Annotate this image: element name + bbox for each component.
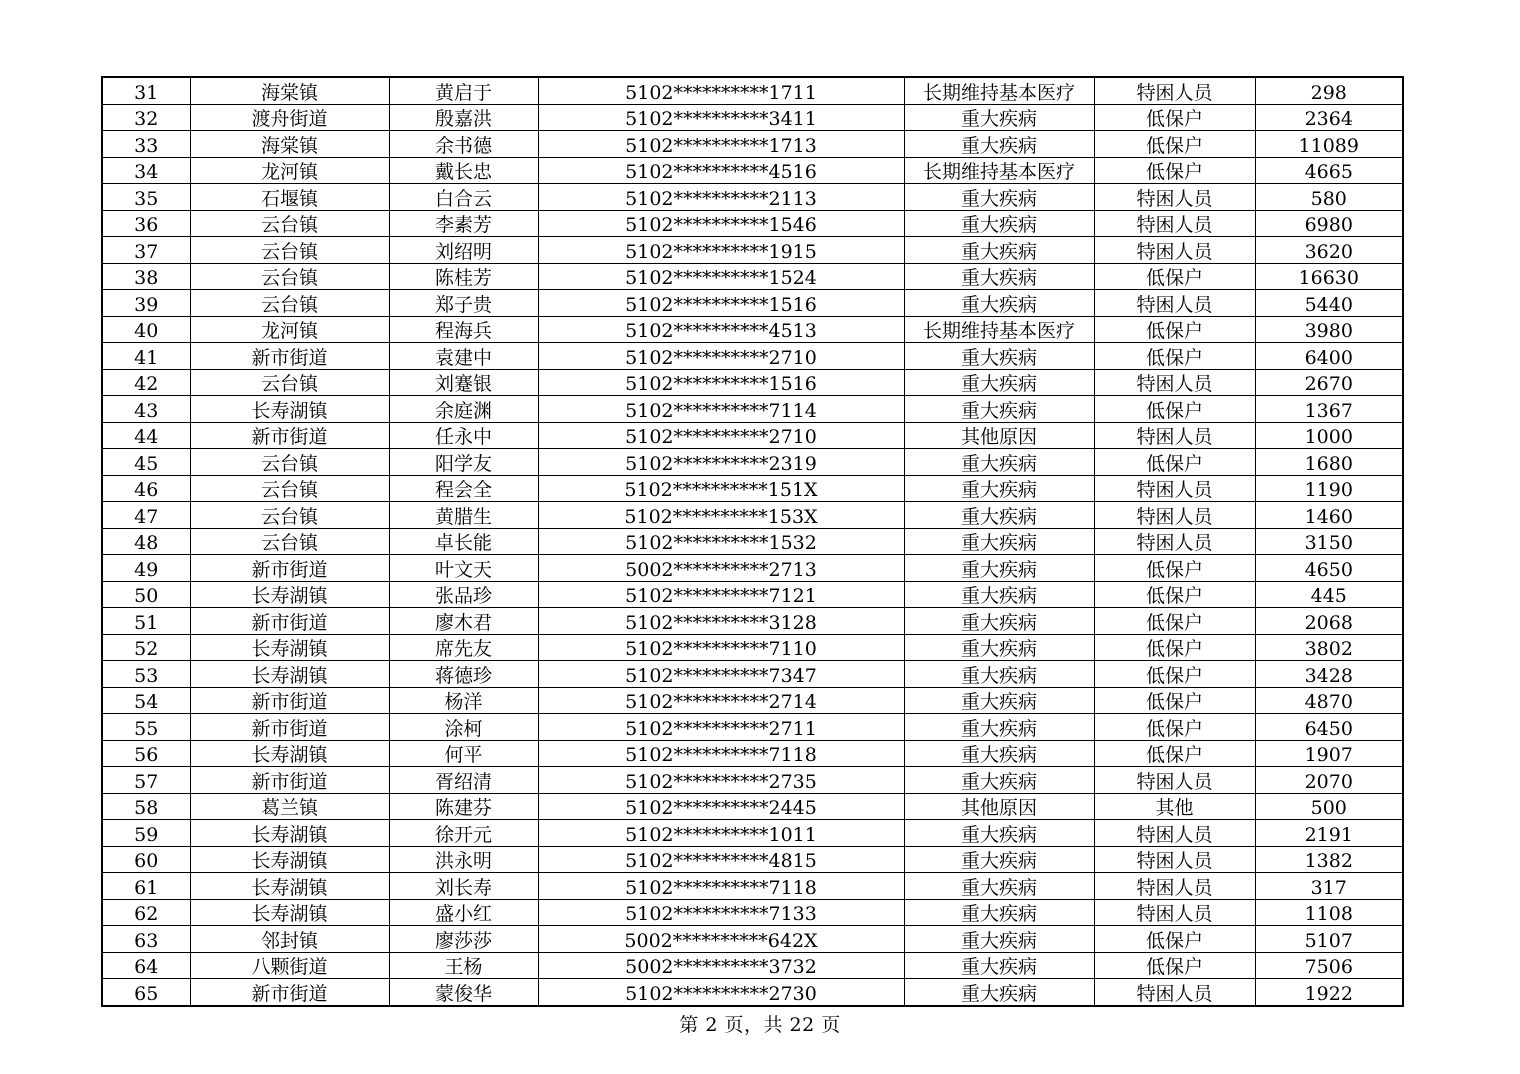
cell-town: 海棠镇 bbox=[190, 131, 389, 158]
cell-category: 特困人员 bbox=[1094, 184, 1255, 211]
cell-row-number: 65 bbox=[102, 979, 190, 1006]
cell-reason: 重大疾病 bbox=[904, 714, 1094, 741]
cell-town: 云台镇 bbox=[190, 290, 389, 317]
cell-category: 低保户 bbox=[1094, 926, 1255, 953]
cell-name: 廖莎莎 bbox=[389, 926, 538, 953]
table-row bbox=[102, 184, 1403, 211]
cell-name: 蒋德珍 bbox=[389, 661, 538, 688]
cell-amount: 445 bbox=[1255, 581, 1403, 608]
cell-town: 长寿湖镇 bbox=[190, 820, 389, 847]
cell-town: 葛兰镇 bbox=[190, 793, 389, 820]
cell-category: 低保户 bbox=[1094, 555, 1255, 582]
cell-reason: 重大疾病 bbox=[904, 475, 1094, 502]
cell-amount: 3980 bbox=[1255, 316, 1403, 343]
cell-category: 特困人员 bbox=[1094, 422, 1255, 449]
cell-row-number: 47 bbox=[102, 502, 190, 529]
cell-name: 程海兵 bbox=[389, 316, 538, 343]
cell-amount: 6450 bbox=[1255, 714, 1403, 741]
cell-reason: 重大疾病 bbox=[904, 926, 1094, 953]
cell-category: 特困人员 bbox=[1094, 475, 1255, 502]
cell-row-number: 55 bbox=[102, 714, 190, 741]
cell-id-number: 5102**********1524 bbox=[538, 263, 904, 290]
page-footer: 第 2 页，共 22 页 bbox=[679, 1014, 841, 1036]
cell-id-number: 5102**********2319 bbox=[538, 449, 904, 476]
cell-id-number: 5102**********1915 bbox=[538, 237, 904, 264]
cell-category: 特困人员 bbox=[1094, 899, 1255, 926]
cell-category: 低保户 bbox=[1094, 157, 1255, 184]
cell-row-number: 35 bbox=[102, 184, 190, 211]
cell-row-number: 62 bbox=[102, 899, 190, 926]
cell-category: 低保户 bbox=[1094, 581, 1255, 608]
cell-name: 陈桂芳 bbox=[389, 263, 538, 290]
cell-reason: 重大疾病 bbox=[904, 820, 1094, 847]
cell-id-number: 5102**********2710 bbox=[538, 343, 904, 370]
cell-town: 新市街道 bbox=[190, 608, 389, 635]
cell-reason: 其他原因 bbox=[904, 422, 1094, 449]
cell-name: 任永中 bbox=[389, 422, 538, 449]
cell-town: 长寿湖镇 bbox=[190, 634, 389, 661]
cell-row-number: 45 bbox=[102, 449, 190, 476]
cell-id-number: 5102**********2730 bbox=[538, 979, 904, 1006]
cell-category: 低保户 bbox=[1094, 263, 1255, 290]
table-row bbox=[102, 449, 1403, 476]
cell-amount: 5107 bbox=[1255, 926, 1403, 953]
cell-amount: 3428 bbox=[1255, 661, 1403, 688]
cell-row-number: 48 bbox=[102, 528, 190, 555]
cell-row-number: 49 bbox=[102, 555, 190, 582]
cell-category: 低保户 bbox=[1094, 952, 1255, 979]
cell-id-number: 5102**********2445 bbox=[538, 793, 904, 820]
cell-name: 杨洋 bbox=[389, 687, 538, 714]
cell-name: 徐开元 bbox=[389, 820, 538, 847]
cell-town: 云台镇 bbox=[190, 528, 389, 555]
table-row bbox=[102, 131, 1403, 158]
cell-row-number: 34 bbox=[102, 157, 190, 184]
cell-row-number: 46 bbox=[102, 475, 190, 502]
cell-reason: 重大疾病 bbox=[904, 687, 1094, 714]
cell-id-number: 5102**********1711 bbox=[538, 77, 904, 104]
cell-category: 低保户 bbox=[1094, 396, 1255, 423]
cell-category: 特困人员 bbox=[1094, 502, 1255, 529]
cell-reason: 重大疾病 bbox=[904, 210, 1094, 237]
cell-category: 低保户 bbox=[1094, 634, 1255, 661]
table-row bbox=[102, 952, 1403, 979]
cell-reason: 重大疾病 bbox=[904, 369, 1094, 396]
cell-reason: 长期维持基本医疗 bbox=[904, 316, 1094, 343]
table-row bbox=[102, 343, 1403, 370]
cell-amount: 3802 bbox=[1255, 634, 1403, 661]
cell-amount: 3150 bbox=[1255, 528, 1403, 555]
table-row bbox=[102, 157, 1403, 184]
cell-category: 特困人员 bbox=[1094, 979, 1255, 1006]
cell-id-number: 5102**********1532 bbox=[538, 528, 904, 555]
cell-amount: 6400 bbox=[1255, 343, 1403, 370]
cell-town: 新市街道 bbox=[190, 687, 389, 714]
cell-amount: 1000 bbox=[1255, 422, 1403, 449]
cell-row-number: 31 bbox=[102, 77, 190, 104]
cell-amount: 3620 bbox=[1255, 237, 1403, 264]
cell-category: 特困人员 bbox=[1094, 767, 1255, 794]
cell-town: 云台镇 bbox=[190, 449, 389, 476]
cell-town: 长寿湖镇 bbox=[190, 396, 389, 423]
cell-reason: 重大疾病 bbox=[904, 555, 1094, 582]
cell-name: 余庭渊 bbox=[389, 396, 538, 423]
cell-amount: 1922 bbox=[1255, 979, 1403, 1006]
cell-row-number: 58 bbox=[102, 793, 190, 820]
cell-reason: 重大疾病 bbox=[904, 131, 1094, 158]
cell-amount: 1190 bbox=[1255, 475, 1403, 502]
cell-reason: 重大疾病 bbox=[904, 528, 1094, 555]
cell-name: 蒙俊华 bbox=[389, 979, 538, 1006]
cell-amount: 2670 bbox=[1255, 369, 1403, 396]
cell-row-number: 41 bbox=[102, 343, 190, 370]
cell-name: 席先友 bbox=[389, 634, 538, 661]
cell-name: 刘绍明 bbox=[389, 237, 538, 264]
cell-id-number: 5102**********151X bbox=[538, 475, 904, 502]
table-row bbox=[102, 502, 1403, 529]
cell-category: 其他 bbox=[1094, 793, 1255, 820]
table-row bbox=[102, 475, 1403, 502]
cell-row-number: 56 bbox=[102, 740, 190, 767]
cell-town: 长寿湖镇 bbox=[190, 846, 389, 873]
table-row bbox=[102, 873, 1403, 900]
table-row bbox=[102, 369, 1403, 396]
cell-reason: 重大疾病 bbox=[904, 237, 1094, 264]
records-table bbox=[101, 76, 1404, 1007]
cell-row-number: 60 bbox=[102, 846, 190, 873]
cell-amount: 2070 bbox=[1255, 767, 1403, 794]
cell-reason: 其他原因 bbox=[904, 793, 1094, 820]
cell-row-number: 52 bbox=[102, 634, 190, 661]
cell-town: 新市街道 bbox=[190, 979, 389, 1006]
cell-id-number: 5102**********2113 bbox=[538, 184, 904, 211]
cell-reason: 重大疾病 bbox=[904, 449, 1094, 476]
cell-category: 低保户 bbox=[1094, 104, 1255, 131]
cell-id-number: 5002**********2713 bbox=[538, 555, 904, 582]
cell-row-number: 33 bbox=[102, 131, 190, 158]
cell-id-number: 5102**********1011 bbox=[538, 820, 904, 847]
cell-row-number: 38 bbox=[102, 263, 190, 290]
cell-name: 殷嘉洪 bbox=[389, 104, 538, 131]
table-row bbox=[102, 634, 1403, 661]
cell-reason: 重大疾病 bbox=[904, 581, 1094, 608]
cell-name: 程会全 bbox=[389, 475, 538, 502]
cell-id-number: 5102**********1516 bbox=[538, 369, 904, 396]
cell-row-number: 42 bbox=[102, 369, 190, 396]
cell-id-number: 5102**********3411 bbox=[538, 104, 904, 131]
cell-amount: 2068 bbox=[1255, 608, 1403, 635]
table-row bbox=[102, 210, 1403, 237]
cell-reason: 重大疾病 bbox=[904, 290, 1094, 317]
cell-name: 张品珍 bbox=[389, 581, 538, 608]
table-row bbox=[102, 714, 1403, 741]
table-row bbox=[102, 687, 1403, 714]
cell-reason: 重大疾病 bbox=[904, 846, 1094, 873]
cell-row-number: 40 bbox=[102, 316, 190, 343]
cell-category: 特困人员 bbox=[1094, 873, 1255, 900]
cell-town: 邻封镇 bbox=[190, 926, 389, 953]
cell-reason: 重大疾病 bbox=[904, 740, 1094, 767]
table-row bbox=[102, 740, 1403, 767]
cell-town: 长寿湖镇 bbox=[190, 899, 389, 926]
cell-reason: 长期维持基本医疗 bbox=[904, 157, 1094, 184]
cell-reason: 重大疾病 bbox=[904, 873, 1094, 900]
cell-row-number: 51 bbox=[102, 608, 190, 635]
cell-reason: 重大疾病 bbox=[904, 263, 1094, 290]
cell-category: 特困人员 bbox=[1094, 290, 1255, 317]
cell-reason: 重大疾病 bbox=[904, 952, 1094, 979]
cell-reason: 重大疾病 bbox=[904, 502, 1094, 529]
cell-name: 白合云 bbox=[389, 184, 538, 211]
cell-name: 戴长忠 bbox=[389, 157, 538, 184]
cell-category: 特困人员 bbox=[1094, 846, 1255, 873]
cell-amount: 1367 bbox=[1255, 396, 1403, 423]
cell-name: 袁建中 bbox=[389, 343, 538, 370]
table-row bbox=[102, 608, 1403, 635]
cell-amount: 1460 bbox=[1255, 502, 1403, 529]
cell-amount: 11089 bbox=[1255, 131, 1403, 158]
cell-row-number: 32 bbox=[102, 104, 190, 131]
cell-reason: 重大疾病 bbox=[904, 608, 1094, 635]
cell-town: 云台镇 bbox=[190, 475, 389, 502]
table-row bbox=[102, 820, 1403, 847]
cell-amount: 5440 bbox=[1255, 290, 1403, 317]
table-row bbox=[102, 793, 1403, 820]
cell-town: 云台镇 bbox=[190, 369, 389, 396]
cell-category: 低保户 bbox=[1094, 661, 1255, 688]
cell-category: 低保户 bbox=[1094, 131, 1255, 158]
cell-id-number: 5102**********3128 bbox=[538, 608, 904, 635]
cell-amount: 2191 bbox=[1255, 820, 1403, 847]
cell-town: 新市街道 bbox=[190, 343, 389, 370]
cell-category: 特困人员 bbox=[1094, 237, 1255, 264]
cell-amount: 4650 bbox=[1255, 555, 1403, 582]
cell-amount: 6980 bbox=[1255, 210, 1403, 237]
cell-amount: 1680 bbox=[1255, 449, 1403, 476]
table-row bbox=[102, 263, 1403, 290]
cell-name: 叶文天 bbox=[389, 555, 538, 582]
cell-id-number: 5002**********3732 bbox=[538, 952, 904, 979]
cell-amount: 4870 bbox=[1255, 687, 1403, 714]
cell-category: 低保户 bbox=[1094, 714, 1255, 741]
cell-id-number: 5102**********153X bbox=[538, 502, 904, 529]
cell-id-number: 5102**********4513 bbox=[538, 316, 904, 343]
cell-category: 特困人员 bbox=[1094, 77, 1255, 104]
cell-amount: 580 bbox=[1255, 184, 1403, 211]
cell-town: 新市街道 bbox=[190, 767, 389, 794]
cell-amount: 4665 bbox=[1255, 157, 1403, 184]
cell-amount: 7506 bbox=[1255, 952, 1403, 979]
cell-town: 龙河镇 bbox=[190, 157, 389, 184]
cell-reason: 重大疾病 bbox=[904, 899, 1094, 926]
cell-category: 低保户 bbox=[1094, 316, 1255, 343]
cell-category: 低保户 bbox=[1094, 343, 1255, 370]
cell-reason: 重大疾病 bbox=[904, 184, 1094, 211]
cell-id-number: 5102**********2735 bbox=[538, 767, 904, 794]
cell-reason: 重大疾病 bbox=[904, 104, 1094, 131]
cell-town: 新市街道 bbox=[190, 714, 389, 741]
cell-row-number: 53 bbox=[102, 661, 190, 688]
cell-reason: 重大疾病 bbox=[904, 661, 1094, 688]
cell-name: 刘长寿 bbox=[389, 873, 538, 900]
table-row bbox=[102, 661, 1403, 688]
cell-town: 长寿湖镇 bbox=[190, 873, 389, 900]
cell-name: 胥绍清 bbox=[389, 767, 538, 794]
cell-name: 阳学友 bbox=[389, 449, 538, 476]
cell-town: 云台镇 bbox=[190, 263, 389, 290]
cell-name: 刘蹇银 bbox=[389, 369, 538, 396]
cell-id-number: 5102**********7133 bbox=[538, 899, 904, 926]
cell-row-number: 61 bbox=[102, 873, 190, 900]
cell-id-number: 5102**********1546 bbox=[538, 210, 904, 237]
cell-row-number: 39 bbox=[102, 290, 190, 317]
cell-category: 低保户 bbox=[1094, 449, 1255, 476]
cell-name: 黄启于 bbox=[389, 77, 538, 104]
cell-town: 石堰镇 bbox=[190, 184, 389, 211]
cell-name: 卓长能 bbox=[389, 528, 538, 555]
cell-id-number: 5102**********4516 bbox=[538, 157, 904, 184]
cell-town: 云台镇 bbox=[190, 237, 389, 264]
cell-reason: 重大疾病 bbox=[904, 634, 1094, 661]
table-row bbox=[102, 237, 1403, 264]
cell-category: 特困人员 bbox=[1094, 210, 1255, 237]
table-row bbox=[102, 396, 1403, 423]
cell-id-number: 5102**********2711 bbox=[538, 714, 904, 741]
cell-name: 郑子贵 bbox=[389, 290, 538, 317]
cell-amount: 500 bbox=[1255, 793, 1403, 820]
cell-town: 渡舟街道 bbox=[190, 104, 389, 131]
cell-category: 低保户 bbox=[1094, 687, 1255, 714]
cell-row-number: 64 bbox=[102, 952, 190, 979]
cell-id-number: 5102**********7118 bbox=[538, 740, 904, 767]
table-row bbox=[102, 846, 1403, 873]
table-row bbox=[102, 422, 1403, 449]
cell-town: 八颗街道 bbox=[190, 952, 389, 979]
table-row bbox=[102, 899, 1403, 926]
cell-reason: 长期维持基本医疗 bbox=[904, 77, 1094, 104]
cell-category: 特困人员 bbox=[1094, 528, 1255, 555]
cell-row-number: 54 bbox=[102, 687, 190, 714]
cell-amount: 317 bbox=[1255, 873, 1403, 900]
cell-id-number: 5102**********2710 bbox=[538, 422, 904, 449]
cell-town: 龙河镇 bbox=[190, 316, 389, 343]
cell-name: 何平 bbox=[389, 740, 538, 767]
cell-name: 黄腊生 bbox=[389, 502, 538, 529]
table-row bbox=[102, 555, 1403, 582]
table-row bbox=[102, 581, 1403, 608]
cell-id-number: 5102**********7110 bbox=[538, 634, 904, 661]
cell-id-number: 5102**********7118 bbox=[538, 873, 904, 900]
table-row bbox=[102, 316, 1403, 343]
cell-town: 长寿湖镇 bbox=[190, 740, 389, 767]
cell-town: 长寿湖镇 bbox=[190, 661, 389, 688]
cell-id-number: 5102**********1713 bbox=[538, 131, 904, 158]
cell-name: 涂柯 bbox=[389, 714, 538, 741]
cell-name: 李素芳 bbox=[389, 210, 538, 237]
cell-name: 洪永明 bbox=[389, 846, 538, 873]
cell-row-number: 59 bbox=[102, 820, 190, 847]
cell-row-number: 44 bbox=[102, 422, 190, 449]
cell-amount: 16630 bbox=[1255, 263, 1403, 290]
cell-amount: 2364 bbox=[1255, 104, 1403, 131]
cell-id-number: 5102**********4815 bbox=[538, 846, 904, 873]
cell-category: 低保户 bbox=[1094, 740, 1255, 767]
cell-name: 廖木君 bbox=[389, 608, 538, 635]
table-row bbox=[102, 767, 1403, 794]
cell-id-number: 5102**********7121 bbox=[538, 581, 904, 608]
cell-town: 云台镇 bbox=[190, 502, 389, 529]
cell-row-number: 50 bbox=[102, 581, 190, 608]
table-row bbox=[102, 979, 1403, 1006]
cell-category: 低保户 bbox=[1094, 608, 1255, 635]
cell-town: 云台镇 bbox=[190, 210, 389, 237]
table-row bbox=[102, 290, 1403, 317]
cell-name: 盛小红 bbox=[389, 899, 538, 926]
cell-row-number: 37 bbox=[102, 237, 190, 264]
cell-reason: 重大疾病 bbox=[904, 979, 1094, 1006]
table-row bbox=[102, 77, 1403, 104]
cell-amount: 1382 bbox=[1255, 846, 1403, 873]
cell-category: 特困人员 bbox=[1094, 820, 1255, 847]
cell-town: 新市街道 bbox=[190, 555, 389, 582]
cell-id-number: 5102**********2714 bbox=[538, 687, 904, 714]
cell-town: 新市街道 bbox=[190, 422, 389, 449]
cell-name: 陈建芬 bbox=[389, 793, 538, 820]
cell-id-number: 5102**********1516 bbox=[538, 290, 904, 317]
cell-row-number: 57 bbox=[102, 767, 190, 794]
cell-town: 长寿湖镇 bbox=[190, 581, 389, 608]
cell-reason: 重大疾病 bbox=[904, 767, 1094, 794]
cell-reason: 重大疾病 bbox=[904, 343, 1094, 370]
cell-row-number: 36 bbox=[102, 210, 190, 237]
cell-row-number: 63 bbox=[102, 926, 190, 953]
cell-amount: 298 bbox=[1255, 77, 1403, 104]
cell-amount: 1108 bbox=[1255, 899, 1403, 926]
cell-id-number: 5002**********642X bbox=[538, 926, 904, 953]
cell-name: 王杨 bbox=[389, 952, 538, 979]
cell-name: 余书德 bbox=[389, 131, 538, 158]
table-row bbox=[102, 926, 1403, 953]
cell-category: 特困人员 bbox=[1094, 369, 1255, 396]
table-body bbox=[102, 77, 1403, 1006]
cell-reason: 重大疾病 bbox=[904, 396, 1094, 423]
cell-id-number: 5102**********7114 bbox=[538, 396, 904, 423]
cell-row-number: 43 bbox=[102, 396, 190, 423]
cell-amount: 1907 bbox=[1255, 740, 1403, 767]
cell-id-number: 5102**********7347 bbox=[538, 661, 904, 688]
table-row bbox=[102, 104, 1403, 131]
table-row bbox=[102, 528, 1403, 555]
cell-town: 海棠镇 bbox=[190, 77, 389, 104]
